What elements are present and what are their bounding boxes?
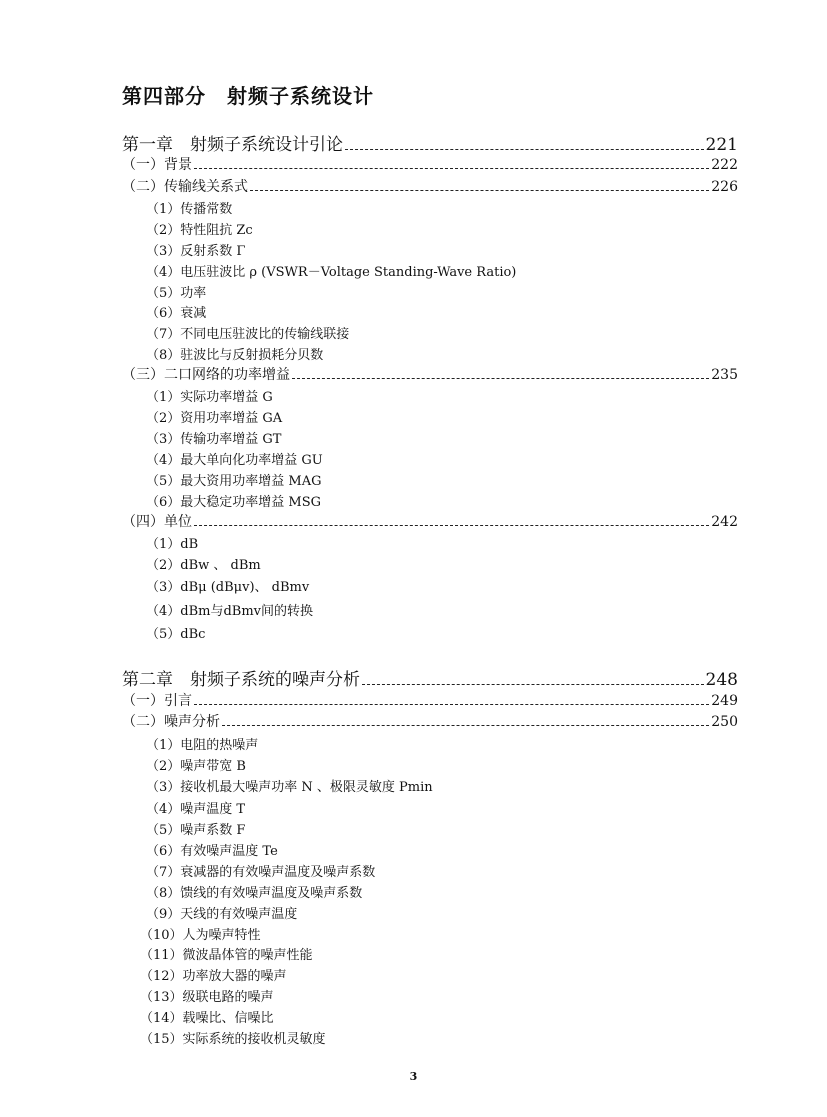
toc-item: （1）电阻的热噪声 [146,738,259,753]
toc-item: （4）噪声温度 T [146,802,246,817]
toc-item: （5）噪声系数 F [146,823,246,838]
dot-leader [194,525,709,526]
section-page-number: 222 [711,157,738,173]
toc-item: （4）dBm与dBmv间的转换 [146,604,314,619]
dot-leader [194,168,709,169]
toc-item: （12）功率放大器的噪声 [140,969,287,984]
toc-item: （4）最大单向化功率增益 GU [146,453,323,468]
toc-item: （1）dB [146,537,199,552]
section-label: （一）引言 [122,693,192,709]
chapter-page-number: 221 [705,135,738,155]
dot-leader [362,684,704,685]
toc-item: （1）实际功率增益 G [146,390,273,405]
dot-leader [345,149,704,150]
section-page-number: 249 [711,693,738,709]
toc-section [122,364,738,384]
toc-item: （14）载噪比、信噪比 [140,1011,274,1026]
page-number: 3 [409,1070,418,1083]
toc-item: （8）馈线的有效噪声温度及噪声系数 [146,886,363,901]
toc-section [122,154,738,174]
toc-item: （6）有效噪声温度 Te [146,844,278,859]
toc-item: （1）传播常数 [146,202,233,217]
toc-item: （3）dBμ (dBμv)、 dBmv [146,580,310,595]
section-label: （四）单位 [122,514,192,530]
toc-item: （3）接收机最大噪声功率 N 、极限灵敏度 Pmin [146,780,433,795]
toc-item: （11）微波晶体管的噪声性能 [140,948,313,963]
section-page-number: 226 [711,179,738,195]
toc-section [122,176,738,196]
toc-item: （3）传输功率增益 GT [146,432,282,447]
toc-item: （6）衰减 [146,306,207,321]
toc-item: （10）人为噪声特性 [140,928,261,943]
toc-section [122,711,738,731]
toc-item: （6）最大稳定功率增益 MSG [146,495,322,510]
toc-item: （15）实际系统的接收机灵敏度 [140,1032,326,1047]
toc-section [122,511,738,531]
toc-item: （9）天线的有效噪声温度 [146,907,298,922]
section-label: （一）背景 [122,157,192,173]
toc-item: （7）衰减器的有效噪声温度及噪声系数 [146,865,376,880]
toc-item: （2）资用功率增益 GA [146,411,283,426]
chapter-label: 第一章 射频子系统设计引论 [122,135,343,155]
toc-item: （5）功率 [146,286,207,301]
toc-item: （3）反射系数 Γ [146,244,246,259]
dot-leader [250,190,709,191]
chapter-page-number: 248 [705,670,738,690]
part-title: 第四部分 射频子系统设计 [122,84,374,108]
section-page-number: 235 [711,367,738,383]
dot-leader [194,704,709,705]
toc-item: （2）特性阻抗 Zc [146,223,253,238]
toc-chapter-2 [122,665,738,690]
toc-item: （2）dBw 、 dBm [146,558,261,573]
section-page-number: 242 [711,514,738,530]
section-label: （三）二口网络的功率增益 [122,367,290,383]
chapter-label: 第二章 射频子系统的噪声分析 [122,670,360,690]
dot-leader [292,378,709,379]
toc-item: （8）驻波比与反射损耗分贝数 [146,348,324,363]
toc-item: （4）电压驻波比 ρ (VSWR－Voltage Standing-Wave Ratio) [146,265,517,280]
section-label: （二）噪声分析 [122,714,220,730]
toc-item: （7）不同电压驻波比的传输线联接 [146,327,350,342]
toc-item: （5）最大资用功率增益 MAG [146,474,322,489]
toc-item: （13）级联电路的噪声 [140,990,274,1005]
toc-section [122,690,738,710]
toc-item: （2）噪声带宽 B [146,759,246,774]
dot-leader [222,725,709,726]
section-label: （二）传输线关系式 [122,179,248,195]
section-page-number: 250 [711,714,738,730]
toc-item: （5）dBc [146,627,206,642]
toc-chapter-1 [122,130,738,155]
